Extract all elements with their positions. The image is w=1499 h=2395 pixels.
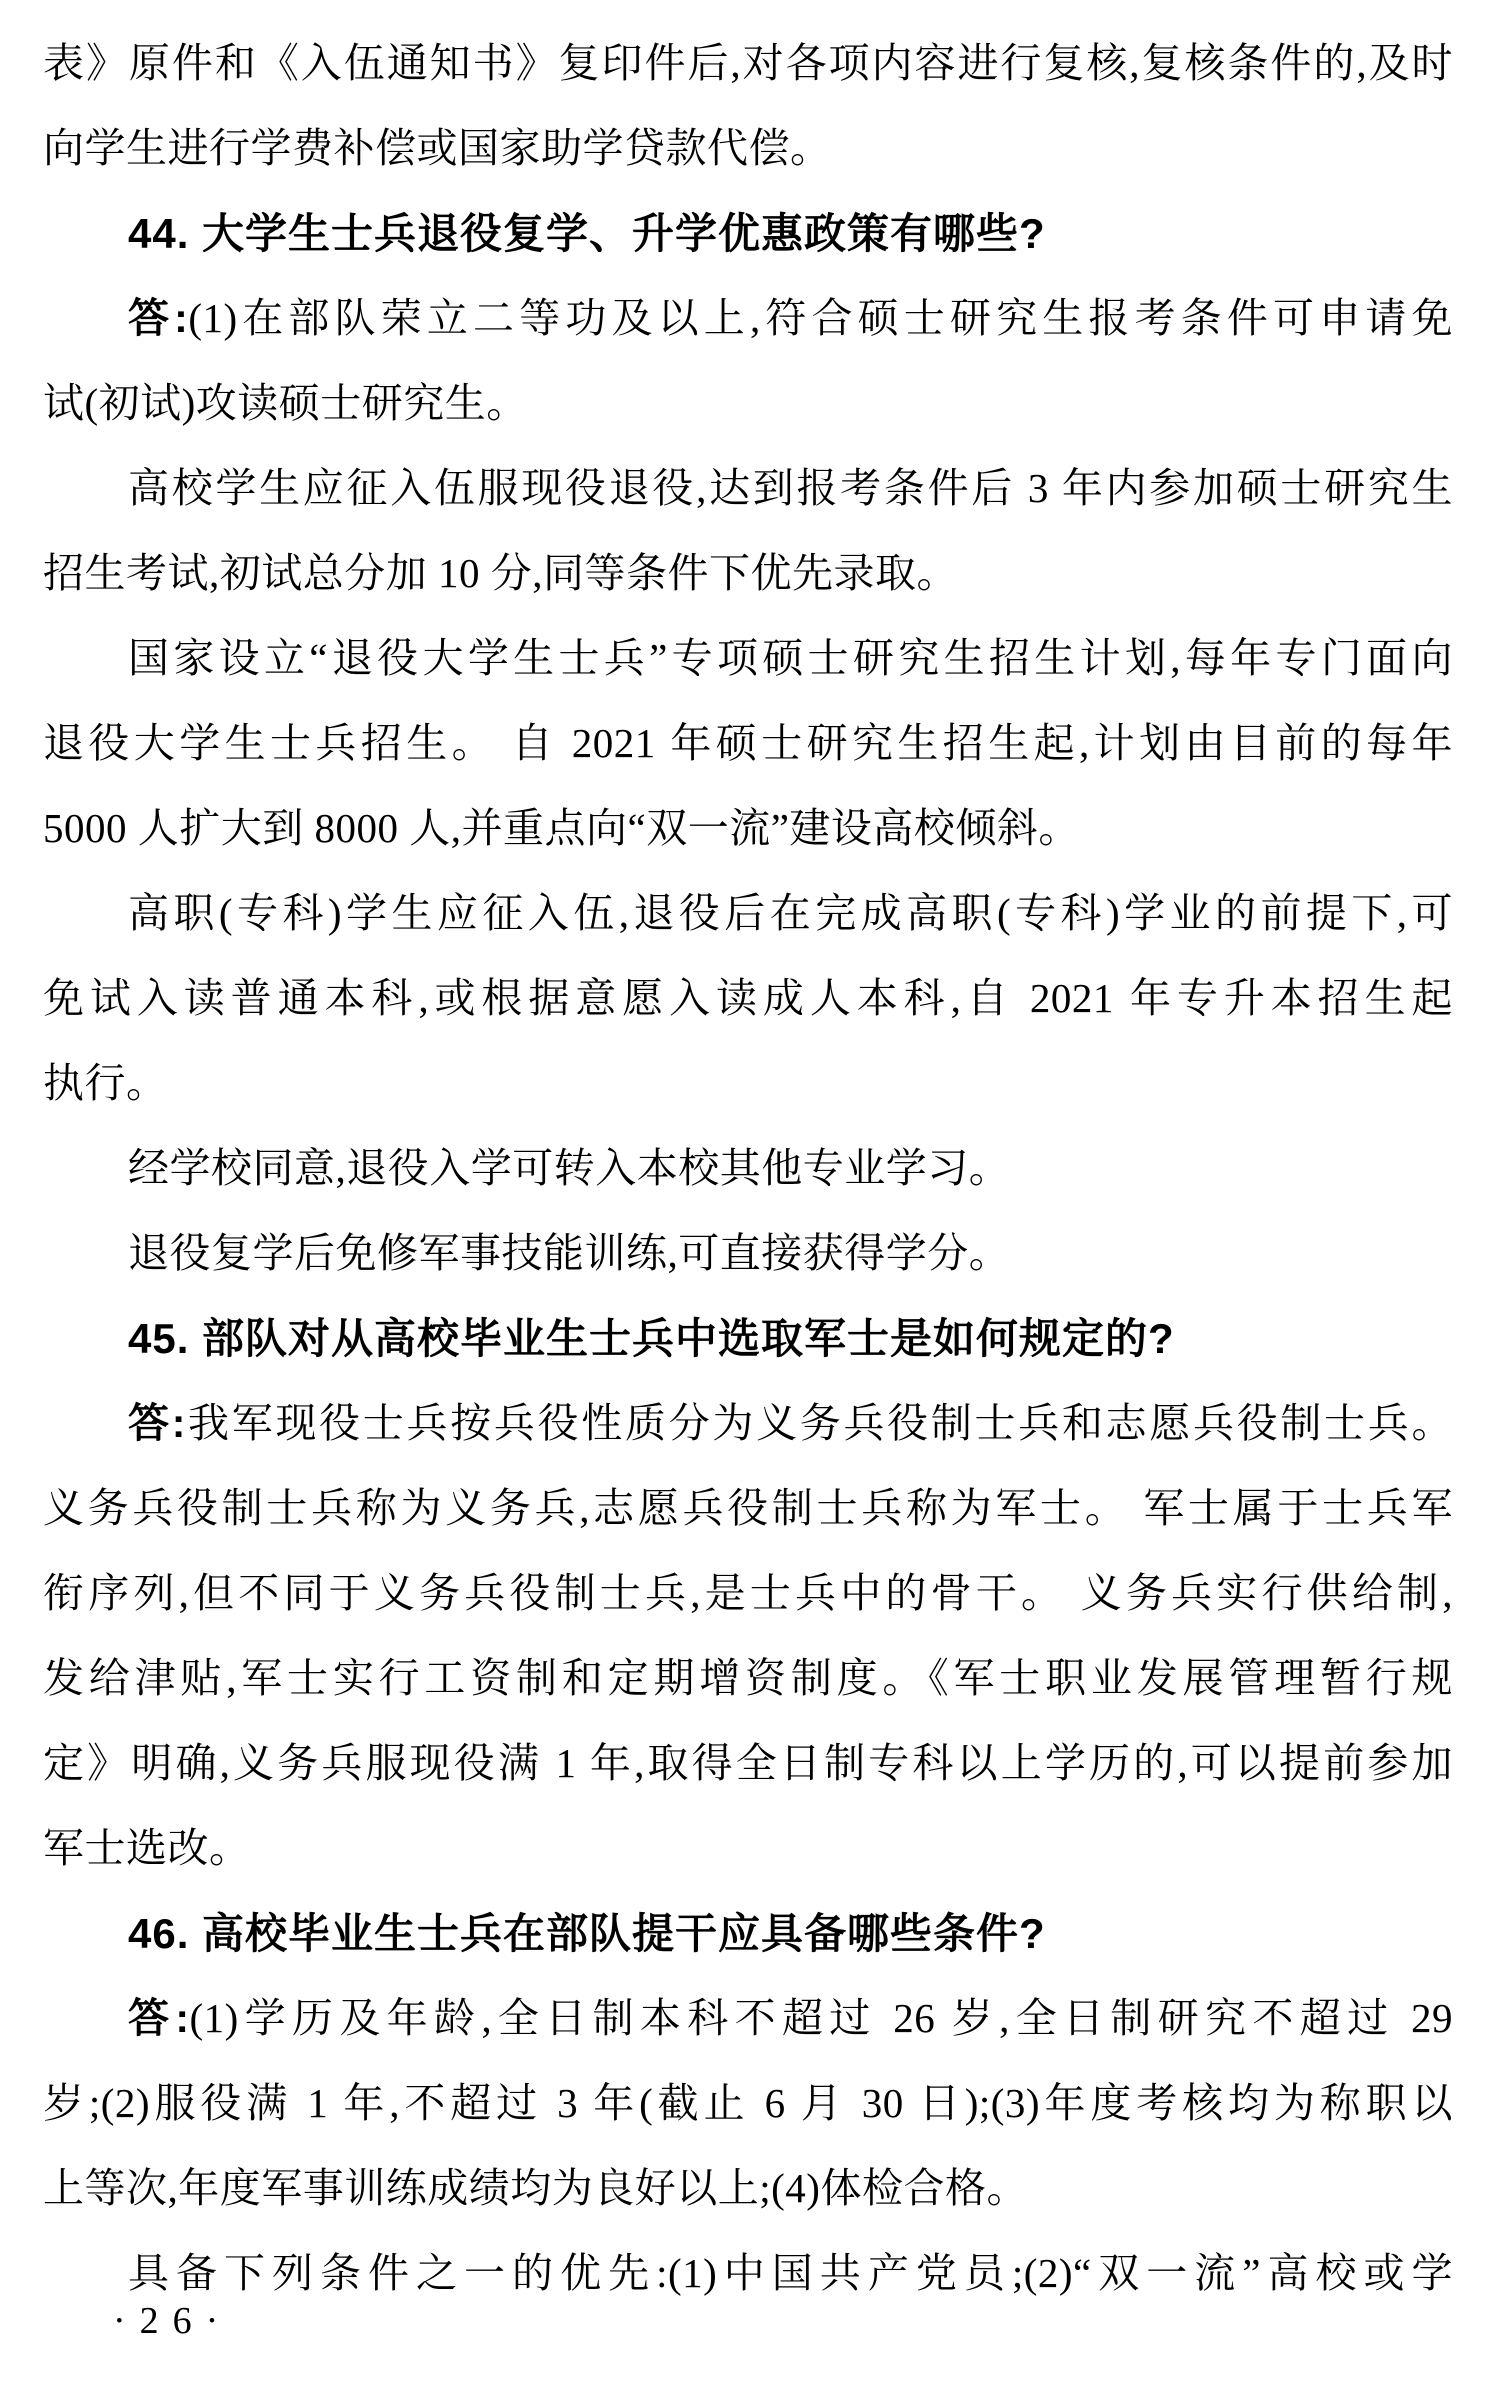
body-line: 表》原件和《入伍通知书》复印件后,对各项内容进行复核,复核条件的,及时	[43, 40, 1453, 86]
body-line: 退役大学生士兵招生。 自 2021 年硕士研究生招生起,计划由目前的每年	[43, 720, 1453, 766]
answer-line	[43, 1381, 1453, 1466]
answer-text: (1)学历及年龄,全日制本科不超过 26 岁,全日制研究不超过 29	[189, 1995, 1453, 2041]
body-line: 执行。	[43, 1060, 168, 1106]
body-line: 义务兵役制士兵称为义务兵,志愿兵役制士兵称为军士。 军士属于士兵军	[43, 1485, 1453, 1531]
body-line: 试(初试)攻读硕士研究生。	[43, 380, 528, 426]
body-line: 免试入读普通本科,或根据意愿入读成人本科,自 2021 年专升本招生起	[43, 975, 1453, 1021]
answer-label: 答:	[128, 1995, 190, 2041]
answer-label: 答:	[128, 1400, 186, 1446]
body-line: 上等次,年度军事训练成绩均为良好以上;(4)体检合格。	[43, 2165, 1028, 2211]
page-number: ·26·	[113, 2300, 233, 2342]
body-line: 国家设立“退役大学生士兵”专项硕士研究生招生计划,每年专门面向	[128, 635, 1453, 681]
body-line: 定》明确,义务兵服现役满 1 年,取得全日制专科以上学历的,可以提前参加	[43, 1740, 1453, 1786]
body-line: 军士选改。	[43, 1825, 251, 1871]
answer-line	[43, 1976, 1453, 2061]
question-heading-44: 44. 大学生士兵退役复学、升学优惠政策有哪些?	[128, 210, 1046, 257]
body-line: 高职(专科)学生应征入伍,退役后在完成高职(专科)学业的前提下,可	[128, 890, 1453, 936]
answer-text: 我军现役士兵按兵役性质分为义务兵役制士兵和志愿兵役制士兵。	[185, 1400, 1454, 1446]
body-line: 5000 人扩大到 8000 人,并重点向“双一流”建设高校倾斜。	[43, 805, 1080, 851]
body-line: 岁;(2)服役满 1 年,不超过 3 年(截止 6 月 30 日);(3)年度考核均为称职以	[43, 2080, 1453, 2126]
body-line: 发给津贴,军士实行工资制和定期增资制度。《军士职业发展管理暂行规	[43, 1655, 1453, 1701]
answer-text: (1)在部队荣立二等功及以上,符合硕士研究生报考条件可申请免	[188, 295, 1453, 341]
body-line: 向学生进行学费补偿或国家助学贷款代偿。	[43, 125, 832, 171]
body-line: 招生考试,初试总分加 10 分,同等条件下优先录取。	[43, 550, 958, 596]
body-line: 具备下列条件之一的优先:(1)中国共产党员;(2)“双一流”高校或学	[128, 2250, 1453, 2296]
question-heading-45: 45. 部队对从高校毕业生士兵中选取军士是如何规定的?	[128, 1315, 1175, 1362]
answer-line	[43, 276, 1453, 361]
body-line: 经学校同意,退役入学可转入本校其他专业学习。	[128, 1145, 1011, 1191]
body-line: 衔序列,但不同于义务兵役制士兵,是士兵中的骨干。 义务兵实行供给制,	[43, 1570, 1453, 1616]
answer-label: 答:	[128, 295, 189, 341]
question-heading-46: 46. 高校毕业生士兵在部队提干应具备哪些条件?	[128, 1910, 1046, 1957]
body-line: 退役复学后免修军事技能训练,可直接获得学分。	[128, 1230, 1011, 1276]
body-line: 高校学生应征入伍服现役退役,达到报考条件后 3 年内参加硕士研究生	[128, 465, 1453, 511]
